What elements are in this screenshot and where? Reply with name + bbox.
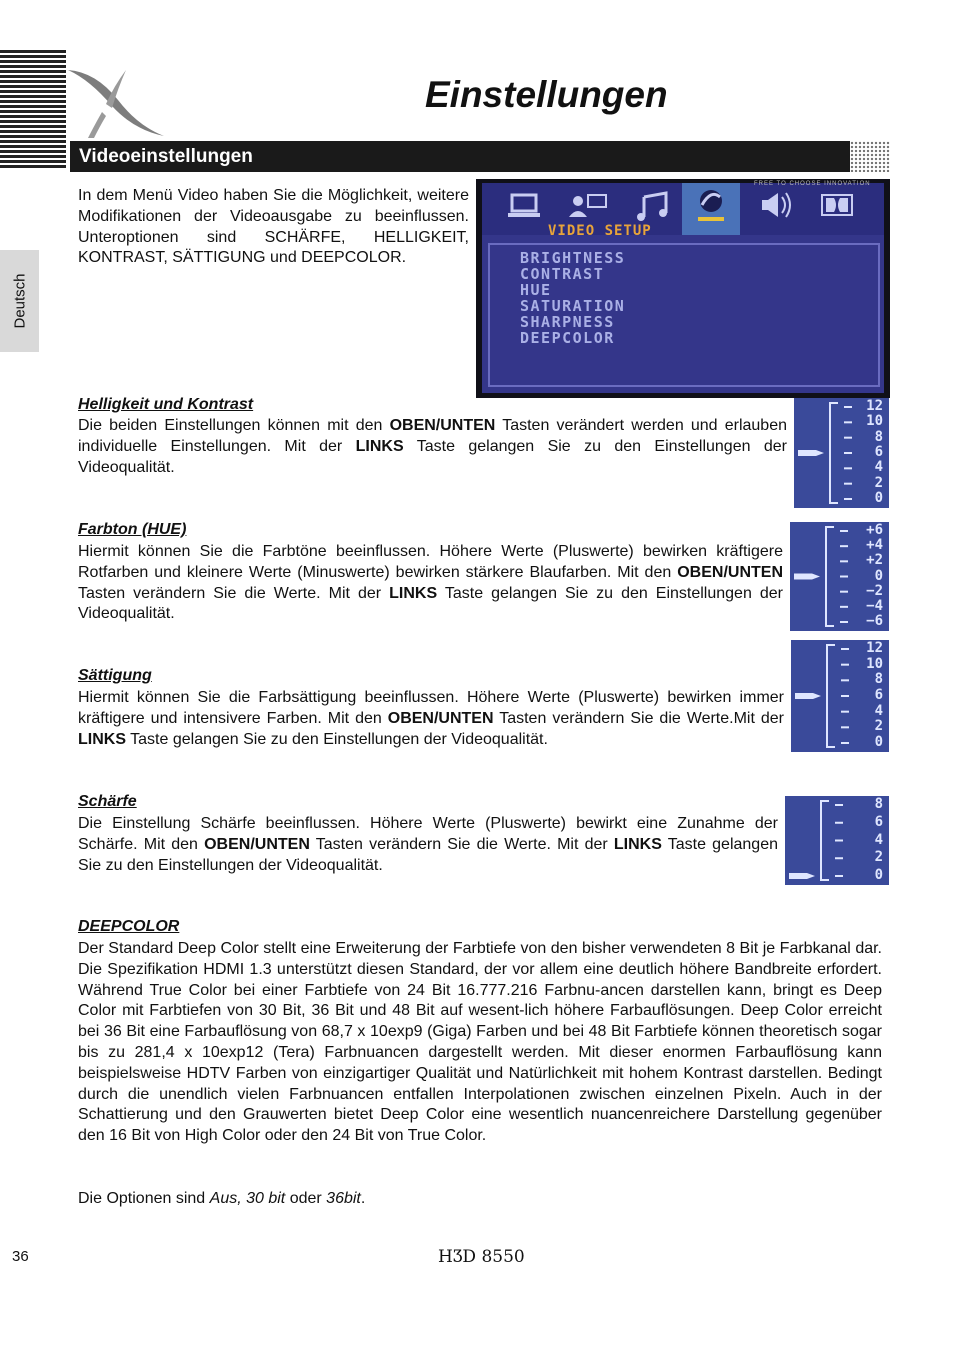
scale-label: 8 [874, 796, 883, 812]
scale-bracket [827, 645, 835, 747]
scale-label: 0 [874, 734, 883, 750]
scale-label: +6 [866, 522, 883, 538]
video-tab-icon [682, 183, 740, 235]
osd-menu-item: BRIGHTNESS [520, 249, 626, 267]
section-heading-brightness: Helligkeit und Kontrast [78, 396, 254, 413]
section-heading-saturation: Sättigung [78, 667, 152, 684]
dolby-icon [810, 187, 868, 229]
section-text-saturation: Hiermit können Sie die Farbsättigung beeinflussen. Höhere Werte (Pluswerte) bewirken immer kräftigere und intensivere Farben. Mit den OBEN/UNTEN Tasten verändern Sie die Werte.Mit der LINKS Taste gelangen Sie zu den Einstellungen der Videoqualität. [78, 689, 784, 748]
scale-label: 12 [866, 398, 883, 414]
section-text-sharpness: Die Einstellung Schärfe beeinflussen. Höhere Werte (Pluswerte) bewirkt eine Zunahme der Schärfe. Mit den OBEN/UNTEN Tasten verändern Sie die Werte. Mit der LINKS Taste gelangen Sie zu den Einstellungen der Videoqualität. [78, 815, 779, 874]
scale-label: 10 [866, 413, 883, 430]
section-text-hue: Hiermit können Sie die Farbtöne beeinflussen. Höhere Werte (Pluswerte) bewirken kräftigere Rotfarben und kleinere Werte (Minuswerte) bewirken stärkere Blaufarben. Mit den OBEN/UNTEN Tasten verändern Sie die Werte. Mit der LINKS Taste gelangen Sie zu den Einstellungen der Videoqualität. [78, 543, 784, 623]
brightness-scale-image [794, 398, 889, 508]
scale-label: 6 [874, 687, 883, 703]
language-tab [0, 250, 39, 352]
osd-tagline: FREE TO CHOOSE INNOVATION [754, 181, 871, 187]
scale-label: 0 [874, 867, 883, 883]
osd-tab-bar [482, 181, 884, 239]
scale-label: −6 [866, 613, 883, 629]
hue-scale-image [790, 522, 889, 631]
osd-menu-item: SATURATION [520, 297, 626, 315]
scale-label: 0 [874, 567, 883, 584]
scale-arrow [798, 450, 824, 456]
scale-label: −4 [866, 597, 883, 614]
scale-label: 6 [874, 444, 883, 460]
scale-label: +4 [866, 537, 883, 554]
scale-label: 2 [874, 474, 883, 491]
osd-menu-panel [488, 243, 880, 387]
section-text-brightness: Die beiden Einstellungen können mit den OBEN/UNTEN Tasten verändert werden und erlauben individuelle Einstellungen. Mit der LINKS Taste gelangen Sie zu den Einstellungen der Videoqualität. [78, 417, 788, 476]
scale-label: 4 [874, 831, 883, 848]
osd-video-setup-label: VIDEO SETUP [548, 223, 652, 239]
scale-label: 4 [874, 702, 883, 719]
scale-bracket [826, 527, 834, 626]
section-heading-hue: Farbton (HUE) [78, 521, 187, 538]
scale-bracket [821, 801, 829, 880]
monitor-icon [496, 187, 554, 229]
osd-menu-item: HUE [520, 281, 552, 299]
saturation-scale-image [791, 640, 889, 752]
sharpness-scale-image [785, 796, 889, 885]
scale-arrow [795, 693, 821, 699]
video-setup-screenshot [476, 179, 890, 398]
scale-label: 4 [874, 459, 883, 476]
page-number: 36 [12, 1248, 29, 1265]
section-heading-deepcolor: DEEPCOLOR [78, 918, 180, 935]
scale-label: 2 [874, 849, 883, 866]
scale-label: 12 [866, 640, 883, 656]
scale-bracket [830, 403, 838, 503]
section-title: Videoeinstellungen [79, 146, 253, 167]
scale-label: 0 [874, 490, 883, 506]
scale-label: −2 [866, 582, 883, 599]
intro-text: In dem Menü Video haben Sie die Möglichkeit, weitere Modifikationen der Videoausgabe zu beeinflussen. Unteroptionen sind SCHÄRFE, HELLIGKEIT, KONTRAST, SÄTTIGUNG und DEEPCOLOR. [78, 187, 469, 267]
scale-label: 8 [874, 428, 883, 445]
scale-label: 6 [874, 813, 883, 830]
osd-menu-item: CONTRAST [520, 265, 605, 283]
language-label: Deutsch [11, 273, 28, 329]
model-name: HƷD 8550 [438, 1247, 525, 1267]
deepcolor-options-text: Die Optionen sind Aus, 30 bit oder 36bit. [78, 1190, 366, 1207]
section-header [70, 141, 884, 172]
brand-logo [66, 66, 166, 140]
dot-pattern [850, 141, 890, 172]
osd-menu-item: SHARPNESS [520, 313, 615, 331]
scale-label: 2 [874, 718, 883, 735]
section-heading-sharpness: Schärfe [78, 793, 137, 810]
page-title: Einstellungen [425, 74, 668, 115]
scale-arrow [789, 873, 815, 879]
scale-label: 10 [866, 655, 883, 672]
osd-menu-item: DEEPCOLOR [520, 329, 615, 347]
scale-label: 8 [874, 671, 883, 688]
decorative-stripes [0, 50, 66, 178]
scale-arrow [794, 574, 820, 580]
section-text-deepcolor: Der Standard Deep Color stellt eine Erweiterung der Farbtiefe von den bisher verwendeten 8 Bit je Farbkanal dar. Die Spezifikation HDMI 1.3 unterstützt diesen Standard, der vor allem eine deutlich höhere Bandbreite erfordert. Während True Color bei einer Farbtiefe von 24 Bit 16.777.216 Farbnu-ancen darstellen kann, bringt es Deep Color mit Farbtiefen von 30 Bit, 36 Bit und 48 Bit auf wesent-lich höhere Farbauflösungen. Deep Color erreicht bei 36 Bit eine Farbauflösung von 68,7 x 10exp9 (Giga) Farben und bei 48 Bit Farbtiefe können theoretisch sogar bis zu 281,4 x 10exp12 (Tera) Farbnuancen dargestellt werden. Mit dieser enormen Farbauflösung kann beispielsweise HDTV Farben von einzigartiger Qualität und Natürlichkeit mit hohem Kontrast darstellen. Bedingt durch die unendlich vielen Farbnuancen entfallen Interpolationen zwischen einzelnen Pixeln. Auch in der Schattierung und den Grauwerten bietet Deep Color eine wesentlich nuancenreichere Darstellung gegenüber den 16 Bit von High Color oder den 24 Bit von True Color. [78, 940, 882, 1145]
scale-label: +2 [866, 552, 883, 569]
speaker-icon [750, 187, 808, 229]
